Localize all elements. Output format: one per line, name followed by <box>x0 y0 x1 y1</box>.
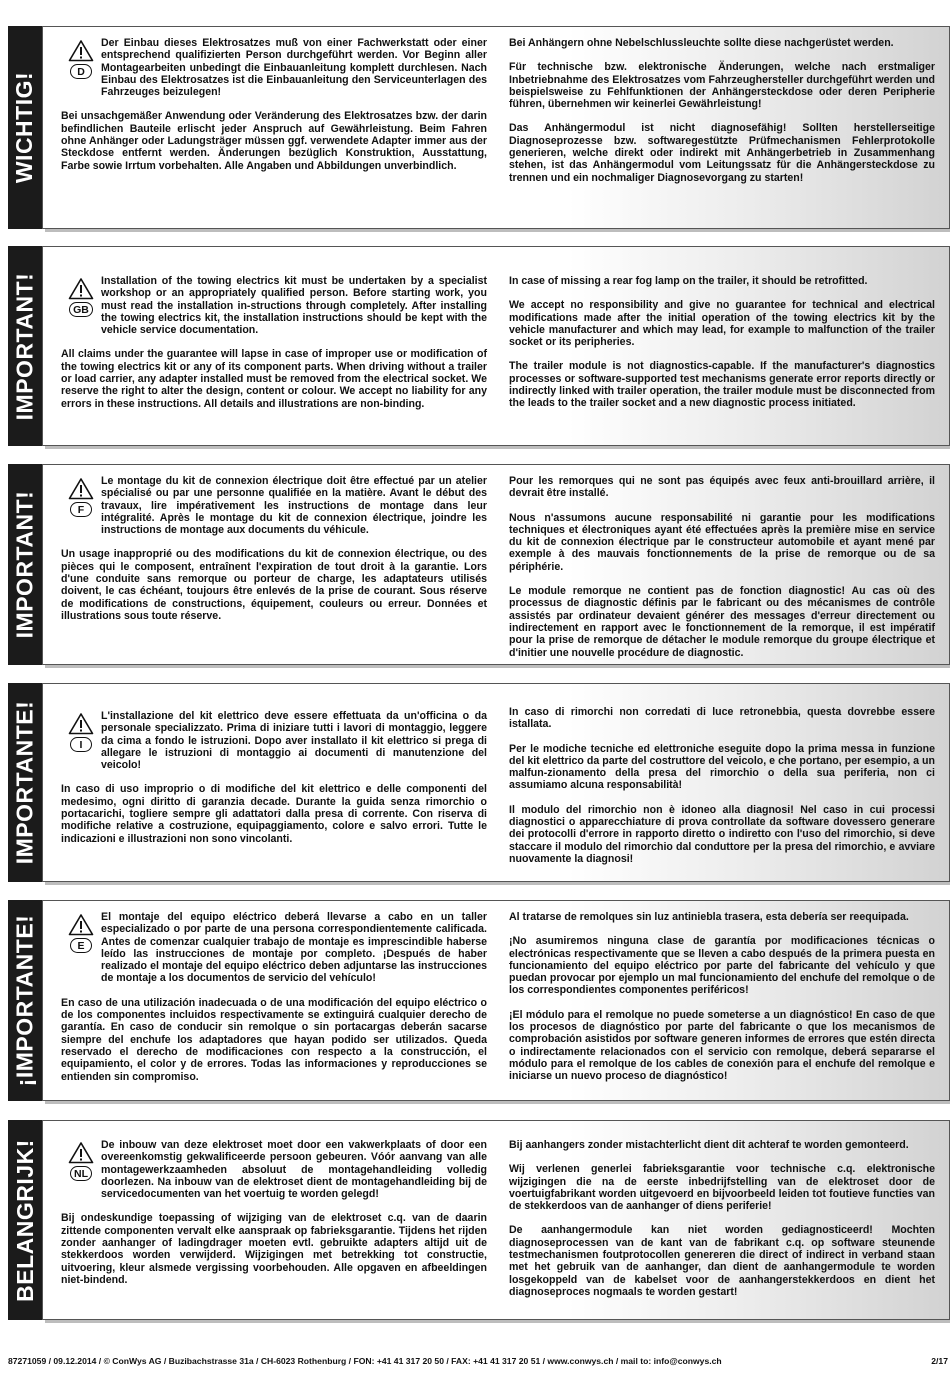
left-paragraph: Bei unsachgemäßer Anwendung oder Veränderung des Elektrosatzes bzw. der darin befindlichen Bauteile erlischt jeder Anspruch auf Gewährleistung. Beim Fahren ohne Anhänger oder Ladungsträger müssen ggf. verwendete Adapter immer aus der Steckdose entfernt werden. Änderungen bezüglich Konstruktion, Ausstattung, Farbe sowie Irrtum vorbehalten. Alle Angaben und Abbildungen unverbindlich. <box>61 110 487 172</box>
right-paragraph: Für technische bzw. elektronische Änderungen, welche nach erstmaliger Inbetriebnahme des Elektrosatzes vom Fahrzeughersteller durchgeführt werden und beispielsweise zu Fehlfunktionen der Anhängersteckdose oder deren Peripherie führen, übernehmen wir keinerlei Gewährleistung! <box>509 61 935 111</box>
language-badge: GB <box>69 302 93 317</box>
right-paragraph: Nous n'assumons aucune responsabilité ni garantie pour les modifications techniques et électroniques ayant été effectuées après la première mise en service du kit de connexion électrique par le constructeur automobile et ayant mené par exemple à des mauvais fonctionnements de la prise de remorque ou de sa périphérie. <box>509 511 935 573</box>
right-paragraph: Al tratarse de remolques sin luz antiniebla trasera, esta debería ser reequipada. <box>509 911 909 923</box>
intro-text: L'installazione del kit elettrico deve essere effettuata da un'officina o da personale specializzato. Prima di iniziare tutti i lavori di montaggio, leggere da cima a fondo le istruzioni. Dopo aver installato il kit elettrico si prega di allegare le istruzioni di montaggio ai documenti di manutenzione del veicolo! <box>101 710 487 772</box>
intro-block <box>61 710 487 783</box>
section-tab-label: BELANGRIJK! <box>11 1138 38 1302</box>
right-paragraph: Per le modiche tecniche ed elettroniche eseguite dopo la prima messa in funzione del kit elettrico da parte del costruttore del veicolo, e che portano, per esempio, a un malfun-zionamento della presa del rimorchio o della sua periferia, non ci assumiamo alcuna responsabilità! <box>509 742 935 792</box>
left-paragraph: In caso di uso improprio o di modifiche del kit elettrico e delle componenti del medesimo, ogni diritto di garanzia decade. Durante la guida senza rimorchio o portacarichi, togliere sempre gli adattatori dalla presa di corrente. Con riserva di modifiche relative a costruzione, equipaggiamento, colore e salvo errori. Tutte le indicazioni e illustrazioni non sono vincolanti. <box>61 783 487 845</box>
warning-triangle-icon <box>68 39 94 62</box>
language-badge: E <box>70 938 92 953</box>
section-tab-label: IMPORTANTE! <box>11 700 38 865</box>
icon-column <box>61 475 101 548</box>
section-box <box>42 683 950 882</box>
intro-text: Installation of the towing electrics kit must be undertaken by a specialist workshop or an appropriately qualified person. Before starting work, you must read the installation in-structions through completely. After installing the towing electrics kit, the installation instructions should be kept with the vehicle service documentation. <box>101 275 487 337</box>
language-badge: I <box>70 737 92 752</box>
intro-text: El montaje del equipo eléctrico deberá llevarse a cabo en un taller especializado o por parte de una persona correspondientemente calificada. Antes de comenzar cualquier trabajo de montaje es imprescindible haberse leído las instrucciones de montaje por completo. ¡Después de haber realizado el montaje del equipo eléctrico deben adjuntarse las instrucciones de montaje a los documentos de servicio del vehículo! <box>101 911 487 985</box>
section-tab <box>8 1120 42 1320</box>
right-paragraph: In caso di rimorchi non corredati di luce retronebbia, questa dovrebbe essere istallata. <box>509 706 935 731</box>
section-tab <box>8 246 42 446</box>
right-paragraph: ¡El módulo para el remolque no puede someterse a un diagnóstico! En caso de que los procesos de diagnóstico por parte del fabricante o que los mecanismos de comprobación asistidos por software generen informes de errores que estén directa o indirectamente relacionados con el servicio con remolque, deberá separarse el módulo para el remolque de los cables de conexión para el enchufe del remolque e iniciarse un nuevo proceso de diagnóstico! <box>509 1008 935 1083</box>
language-badge: NL <box>70 1166 92 1181</box>
section-tab-label: ¡IMPORTANTE! <box>11 914 38 1087</box>
right-paragraph: Das Anhängermodul ist nicht diagnosefähig! Sollten herstellerseitige Diagnoseprozesse bzw. softwaregestützte Prüfmechanismen Fehlerprotokolle generieren, welche direkt oder indirekt mit Anhängerbetrieb in Zusammenhang stehen, ist das Anhängermodul vom Leitungssatz für die Anhängersteckdose zu trennen und ein nochmaliger Diagnosevorgang zu starten! <box>509 122 935 184</box>
left-column <box>61 475 487 634</box>
left-paragraph: All claims under the guarantee will lapse in case of improper use or modification of the towing electrics kit or any of its component parts. When driving without a trailer or load carrier, any adapter installed must be removed from the electrical socket. We reserve the right to alter the design, content or colour. We accept no liability for any errors in these instructions. All details and illustrations are non-binding. <box>61 348 487 410</box>
right-paragraph: In case of missing a rear fog lamp on the trailer, it should be retrofitted. <box>509 275 868 287</box>
intro-text: Le montage du kit de connexion électrique doit être effectué par un atelier spécialisé ou par une personne qualifiée en la matière. Avant le début des travaux, lire impérativement les instructions de montage dans leur intégralité. Après le montage du kit de connexion électrique, joindre les instructions de montage aux documents du véhicule. <box>101 475 487 537</box>
right-paragraph: Le module remorque ne contient pas de fonction diagnostic! Au cas où des processus de diagnostic définis par le fabricant ou des mécanismes de contrôle assistés par ordinateur devaient générer des messages d'erreur directement ou indirectement en rapport avec le fonctionnement de la remorque, il est impératif pour la prise de remorque de détacher le module remorque du groupe électrique et d'initier une nouvelle procédure de diagnostic. <box>509 585 935 659</box>
icon-column <box>61 710 101 783</box>
section-de <box>8 26 950 229</box>
icon-column <box>61 1139 101 1212</box>
section-tab <box>8 683 42 882</box>
section-box <box>42 26 950 229</box>
section-it <box>8 683 950 882</box>
left-column <box>61 37 487 184</box>
intro-block <box>61 475 487 548</box>
left-paragraph: Un usage inapproprié ou des modifications du kit de connexion électrique, ou des pièces qui le composent, entraînent l'expiration de tout droit à la garantie. Lors d'une conduite sans remorque ou porteur de charge, les adaptateurs utilisés doivent, le cas échéant, toujours être enlevés de la prise de courant. Sous réserve de modifications de constructions, équipement, couleurs ou erreur. Données et illustrations sous toute réserve. <box>61 548 487 622</box>
intro-block <box>61 1139 487 1212</box>
right-column <box>509 911 935 1095</box>
right-column <box>509 1139 935 1310</box>
right-paragraph: Pour les remorques qui ne sont pas équipés avec feux anti-brouillard arrière, il devrait être installé. <box>509 475 935 500</box>
icon-column <box>61 37 101 110</box>
section-box <box>42 246 950 446</box>
intro-text: De inbouw van deze elektroset moet door een vakwerkplaats of door een overeenkomstig gekwalificeerde persoon gebeuren. Vóór aanvang van alle montagewerkzaamheden absoluut de montagehandleiding volledig doorlezen. Na inbouw van de elektroset dient de montagehandleiding bij de servicedocumenten van het voertuig te worden gelegd! <box>101 1139 487 1201</box>
right-column <box>509 37 935 196</box>
icon-column <box>61 911 101 997</box>
section-box <box>42 1120 950 1320</box>
section-tab <box>8 26 42 229</box>
warning-triangle-icon <box>68 913 94 936</box>
section-fr <box>8 464 950 665</box>
left-paragraph: En caso de una utilización inadecuada o de una modificación del equipo eléctrico o de los componentes incluidos respectivamente se extinguirá cualquier derecho de garantía. En caso de conducir sin remolque o sin portacargas deberán sacarse siempre del enchufe los adaptadores que hayan podido ser utilizados. Queda reservado el derecho de modificaciones con respecto a la construcción, el equipamiento, el color y de errores. Todas las informaciones y reproducciones se entienden sin compromiso. <box>61 996 487 1083</box>
warning-triangle-icon <box>68 1141 94 1164</box>
right-paragraph: De aanhangermodule kan niet worden gediagnosticeerd! Mochten diagnoseprocessen van de kant van de fabrikant c.q. op software steunende testmechanismen foutprotocollen genereren die direct of indirect in verband staan met het gebruik van de aanhanger, dan dient de aanhangermodule te worden losgekoppeld van de kabelset voor de aanhangerstekkerdoos en dient het diagnoseproces nogmaals te worden gestart! <box>509 1224 935 1298</box>
page-footer <box>8 1356 948 1366</box>
right-column <box>509 275 935 422</box>
intro-text: Der Einbau dieses Elektrosatzes muß von einer Fachwerkstatt oder einer entsprechend qualifizierten Person durchgeführt werden. Vor Beginn aller Montagearbeiten unbedingt die Einbauanleitung komplett durchlesen. Nach Einbau des Elektrosatzes ist die Einbauanleitung den Serviceunterlagen des Fahrzeuges beizulegen! <box>101 37 487 99</box>
left-column <box>61 1139 487 1298</box>
right-column <box>509 475 935 671</box>
page-number: 2/17 <box>931 1356 948 1366</box>
icon-column <box>61 275 101 348</box>
section-tab <box>8 900 42 1101</box>
language-badge: D <box>70 64 92 79</box>
section-gb <box>8 246 950 446</box>
warning-triangle-icon <box>68 712 94 735</box>
section-box <box>42 900 950 1101</box>
intro-block <box>61 37 487 110</box>
left-column <box>61 710 487 857</box>
section-es <box>8 900 950 1101</box>
section-tab-label: IMPORTANT! <box>11 272 38 420</box>
left-column <box>61 911 487 1095</box>
footer-imprint: 87271059 / 09.12.2014 / © ConWys AG / Buzibachstrasse 31a / CH-6023 Rothenburg / FON: +41 41 317 20 50 / FAX: +41 41 317 20 51 / www.conwys.ch / mail to: info@conwys.ch <box>8 1356 722 1366</box>
language-badge: F <box>70 502 92 517</box>
left-paragraph: Bij ondeskundige toepassing of wijziging van de elektroset c.q. van de daarin zittende componenten vervalt elke aanspraak op fabrieksgarantie. Tijdens het rijden zonder aanhanger of ladingdrager moeten evtl. gebruikte adapters altijd uit de stekkerdoos worden verwijderd. Wijzigingen met betrekking tot constructie, uitvoering, kleur alsmede vergissing voorbehouden. Alle opgaven en afbeeldingen niet-bindend. <box>61 1212 487 1286</box>
right-paragraph: ¡No asumiremos ninguna clase de garantía por modificaciones técnicas o electrónicas respectivamente que se lleven a cabo después de la primera puesta en funcionamiento del equipo eléctrico por parte del fabricante del vehículo y que puedan provocar por ejemplo un mal funcionamiento del enchufe del remolque o de los correspondientes componentes periféricos! <box>509 935 935 997</box>
right-paragraph: The trailer module is not diagnostics-capable. If the manufacturer's diagnostics processes or software-supported test mechanisms generate error reports directly or indirectly linked with trailer operation, the trailer module must be disconnected from the leads to the trailer socket and a new diagnostic process initiated. <box>509 360 935 410</box>
warning-triangle-icon <box>68 277 94 300</box>
section-box <box>42 464 950 665</box>
warning-triangle-icon <box>68 477 94 500</box>
right-paragraph: Bij aanhangers zonder mistachterlicht dient dit achteraf te worden gemonteerd. <box>509 1139 909 1151</box>
section-tab-label: IMPORTANT! <box>11 490 38 639</box>
section-tab-label: WICHTIG! <box>11 71 38 184</box>
right-paragraph: Wij verlenen generlei fabrieksgarantie voor technische c.q. elektronische wijzigingen die na de eerste inbedrijfstelling van de elektroset door de voertuigfabrikant worden uitgevoerd en bijvoorbeeld leiden tot foutieve functies van de stekkerdoos van de aanhanger of diens periferie! <box>509 1163 935 1213</box>
section-nl <box>8 1120 950 1320</box>
right-paragraph: Il modulo del rimorchio non è idoneo alla diagnosi! Nel caso in cui processi diagnostici o apparecchiature di prova controllate da software dovessero generare dei protocolli d'errore in rapporto diretto o indiretto con l'uso del rimorchio, si deve staccare il modulo del rimorchio dal conduttore per la presa del rimorchio, e avviare nuovamente la diagnosi! <box>509 803 935 865</box>
section-tab <box>8 464 42 665</box>
intro-block <box>61 911 487 997</box>
right-paragraph: We accept no responsibility and give no guarantee for technical and electrical modifications made after the initial operation of the towing electrics kit by the vehicle manufacturer and which may lead, for example to malfunction of the trailer socket or its peripheries. <box>509 299 935 349</box>
right-column <box>509 706 935 877</box>
left-column <box>61 275 487 422</box>
right-paragraph: Bei Anhängern ohne Nebelschlussleuchte sollte diese nachgerüstet werden. <box>509 37 894 49</box>
intro-block <box>61 275 487 348</box>
